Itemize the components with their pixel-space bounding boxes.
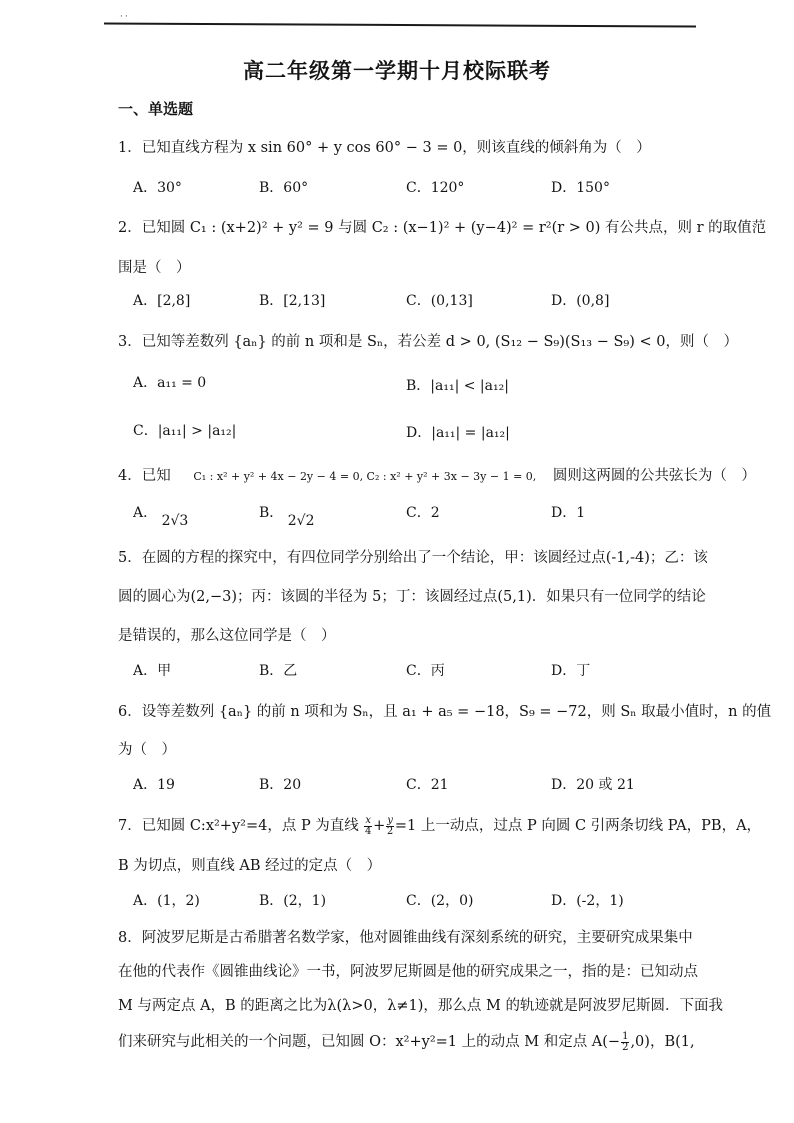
q5-line-1: 5．在圆的方程的探究中，有四位同学分别给出了一个结论，甲：该圆经过点(-1,-4)；乙：该 xyxy=(118,550,708,566)
q4-option-d: D．1 xyxy=(551,505,586,521)
q2-option-a: A．[2,8] xyxy=(133,293,191,309)
q4-option-b-value: 2√2 xyxy=(287,513,315,529)
q7-line-1: 7．已知圆 C:x²+y²=4，点 P 为直线 $\frac{x}{4}$ + $\frac{y}{2}$ =1 上一动点，过点 P 向圆 C 引两条切线 PA，PB，A， xyxy=(118,814,762,837)
q8-line-4-prefix: 们来研究与此相关的一个问题，已知圆 O：x²+y²=1 上的动点 M 和定点 A(− xyxy=(118,1034,621,1050)
q7-frac2-denominator: 2 xyxy=(386,825,394,837)
q5-line-2: 圆的圆心为(2,−3)；丙：该圆的半径为 5；丁：该圆经过点(5,1)．如果只有一位同学的结论 xyxy=(118,589,706,605)
q7-option-a: A．(1，2) xyxy=(133,893,200,909)
q8-fraction-one-half xyxy=(621,1032,629,1053)
q1-option-b: B．60° xyxy=(259,180,309,196)
q1-option-d: D．150° xyxy=(551,180,610,196)
q1-stem: 1．已知直线方程为 x sin 60° + y cos 60° − 3 = 0，则该直线的倾斜角为（ ） xyxy=(118,140,651,156)
q7-option-c: C．(2，0) xyxy=(406,893,474,909)
q7-fraction-y-over-2 xyxy=(386,816,394,837)
q3-stem: 3．已知等差数列 {aₙ} 的前 n 项和是 Sₙ，若公差 d > 0, (S₁₂ − S₉)(S₁₃ − S₉) < 0，则（ ） xyxy=(118,334,738,350)
q4-circle-equations: C₁ : x² + y² + 4x − 2y − 4 = 0, C₂ : x² + y² + 3x − 3y − 1 = 0, xyxy=(193,470,537,483)
q7-frac1-denominator: 4 xyxy=(365,825,372,837)
q1-option-c: C．120° xyxy=(406,180,465,196)
q7-option-b: B．(2，1) xyxy=(259,893,327,909)
q5-line-3: 是错误的，那么这位同学是（ ） xyxy=(118,628,336,644)
q8-line-4 xyxy=(118,1030,714,1053)
q1-option-a: A．30° xyxy=(133,180,182,196)
q5-option-d: D．丁 xyxy=(551,663,591,679)
q7-frac2-numerator: y xyxy=(387,814,393,826)
q2-stem: 2．已知圆 C₁ : (x+2)² + y² = 9 与圆 C₂ : (x−1)² + (y−4)² = r²(r > 0) 有公共点，则 r 的取值范 xyxy=(118,220,767,236)
exam-title: 高二年级第一学期十月校际联考 xyxy=(243,59,551,83)
q5-option-c: C．丙 xyxy=(406,663,445,679)
q7-fraction-x-over-4 xyxy=(364,816,372,837)
q3-option-d: D．|a₁₁| = |a₁₂| xyxy=(406,425,510,441)
q4-stem xyxy=(118,464,756,485)
q4-option-a xyxy=(133,502,189,529)
q6-option-d: D．20 或 21 xyxy=(551,777,635,793)
q2-option-d: D．(0,8] xyxy=(551,293,610,309)
q6-line-2: 为（ ） xyxy=(118,742,176,758)
q4-option-b-label: B． xyxy=(259,505,284,521)
q2-stem-cont: 围是（ ） xyxy=(118,260,191,276)
header-rule xyxy=(104,22,696,27)
corner-marks: ·· xyxy=(120,12,130,22)
q3-option-a: A．a₁₁ = 0 xyxy=(133,375,207,391)
q8-line-3: M 与两定点 A，B 的距离之比为λ(λ>0，λ≠1)，那么点 M 的轨迹就是阿波罗尼斯圆．下面我 xyxy=(118,998,723,1014)
q8-line-4-suffix: ,0)，B(1, xyxy=(630,1034,695,1050)
q8-frac-numerator: 1 xyxy=(622,1030,629,1042)
q7-line-1-prefix: 7．已知圆 C:x²+y²=4，点 P 为直线 xyxy=(118,818,359,834)
q4-option-a-label: A． xyxy=(133,505,158,521)
q6-option-c: C．21 xyxy=(406,777,449,793)
q4-option-b xyxy=(259,502,315,529)
q8-frac-denominator: 2 xyxy=(622,1041,629,1053)
q8-line-2: 在他的代表作《圆锥曲线论》一书，阿波罗尼斯圆是他的研究成果之一，指的是：已知动点 xyxy=(118,964,698,980)
q4-option-a-value: 2√3 xyxy=(161,513,189,529)
q8-line-1: 8．阿波罗尼斯是古希腊著名数学家，他对圆锥曲线有深刻系统的研究，主要研究成果集中 xyxy=(118,930,693,946)
q7-line-1-suffix: =1 上一动点，过点 P 向圆 C 引两条切线 PA，PB，A， xyxy=(394,818,762,834)
q6-option-b: B．20 xyxy=(259,777,302,793)
q6-line-1: 6．设等差数列 {aₙ} 的前 n 项和为 Sₙ，且 a₁ + a₅ = −18，S₉ = −72，则 Sₙ 取最小值时，n 的值 xyxy=(118,704,772,720)
q3-option-c: C．|a₁₁| > |a₁₂| xyxy=(133,423,237,439)
q2-option-b: B．[2,13] xyxy=(259,293,326,309)
q4-stem-prefix: 4．已知 xyxy=(118,468,171,484)
q6-option-a: A．19 xyxy=(133,777,175,793)
q4-option-c: C．2 xyxy=(406,505,440,521)
q2-option-c: C．(0,13] xyxy=(406,293,473,309)
q7-line-2: B 为切点，则直线 AB 经过的定点（ ） xyxy=(118,858,382,874)
section-heading: 一、单选题 xyxy=(118,100,194,118)
q3-option-b: B．|a₁₁| < |a₁₂| xyxy=(406,378,509,394)
q7-frac1-numerator: x xyxy=(365,814,372,826)
q4-stem-suffix: 圆则这两圆的公共弦长为（ ） xyxy=(552,468,756,484)
q7-option-d: D．(-2，1) xyxy=(551,893,624,909)
q5-option-b: B．乙 xyxy=(259,663,298,679)
q5-option-a: A．甲 xyxy=(133,663,172,679)
